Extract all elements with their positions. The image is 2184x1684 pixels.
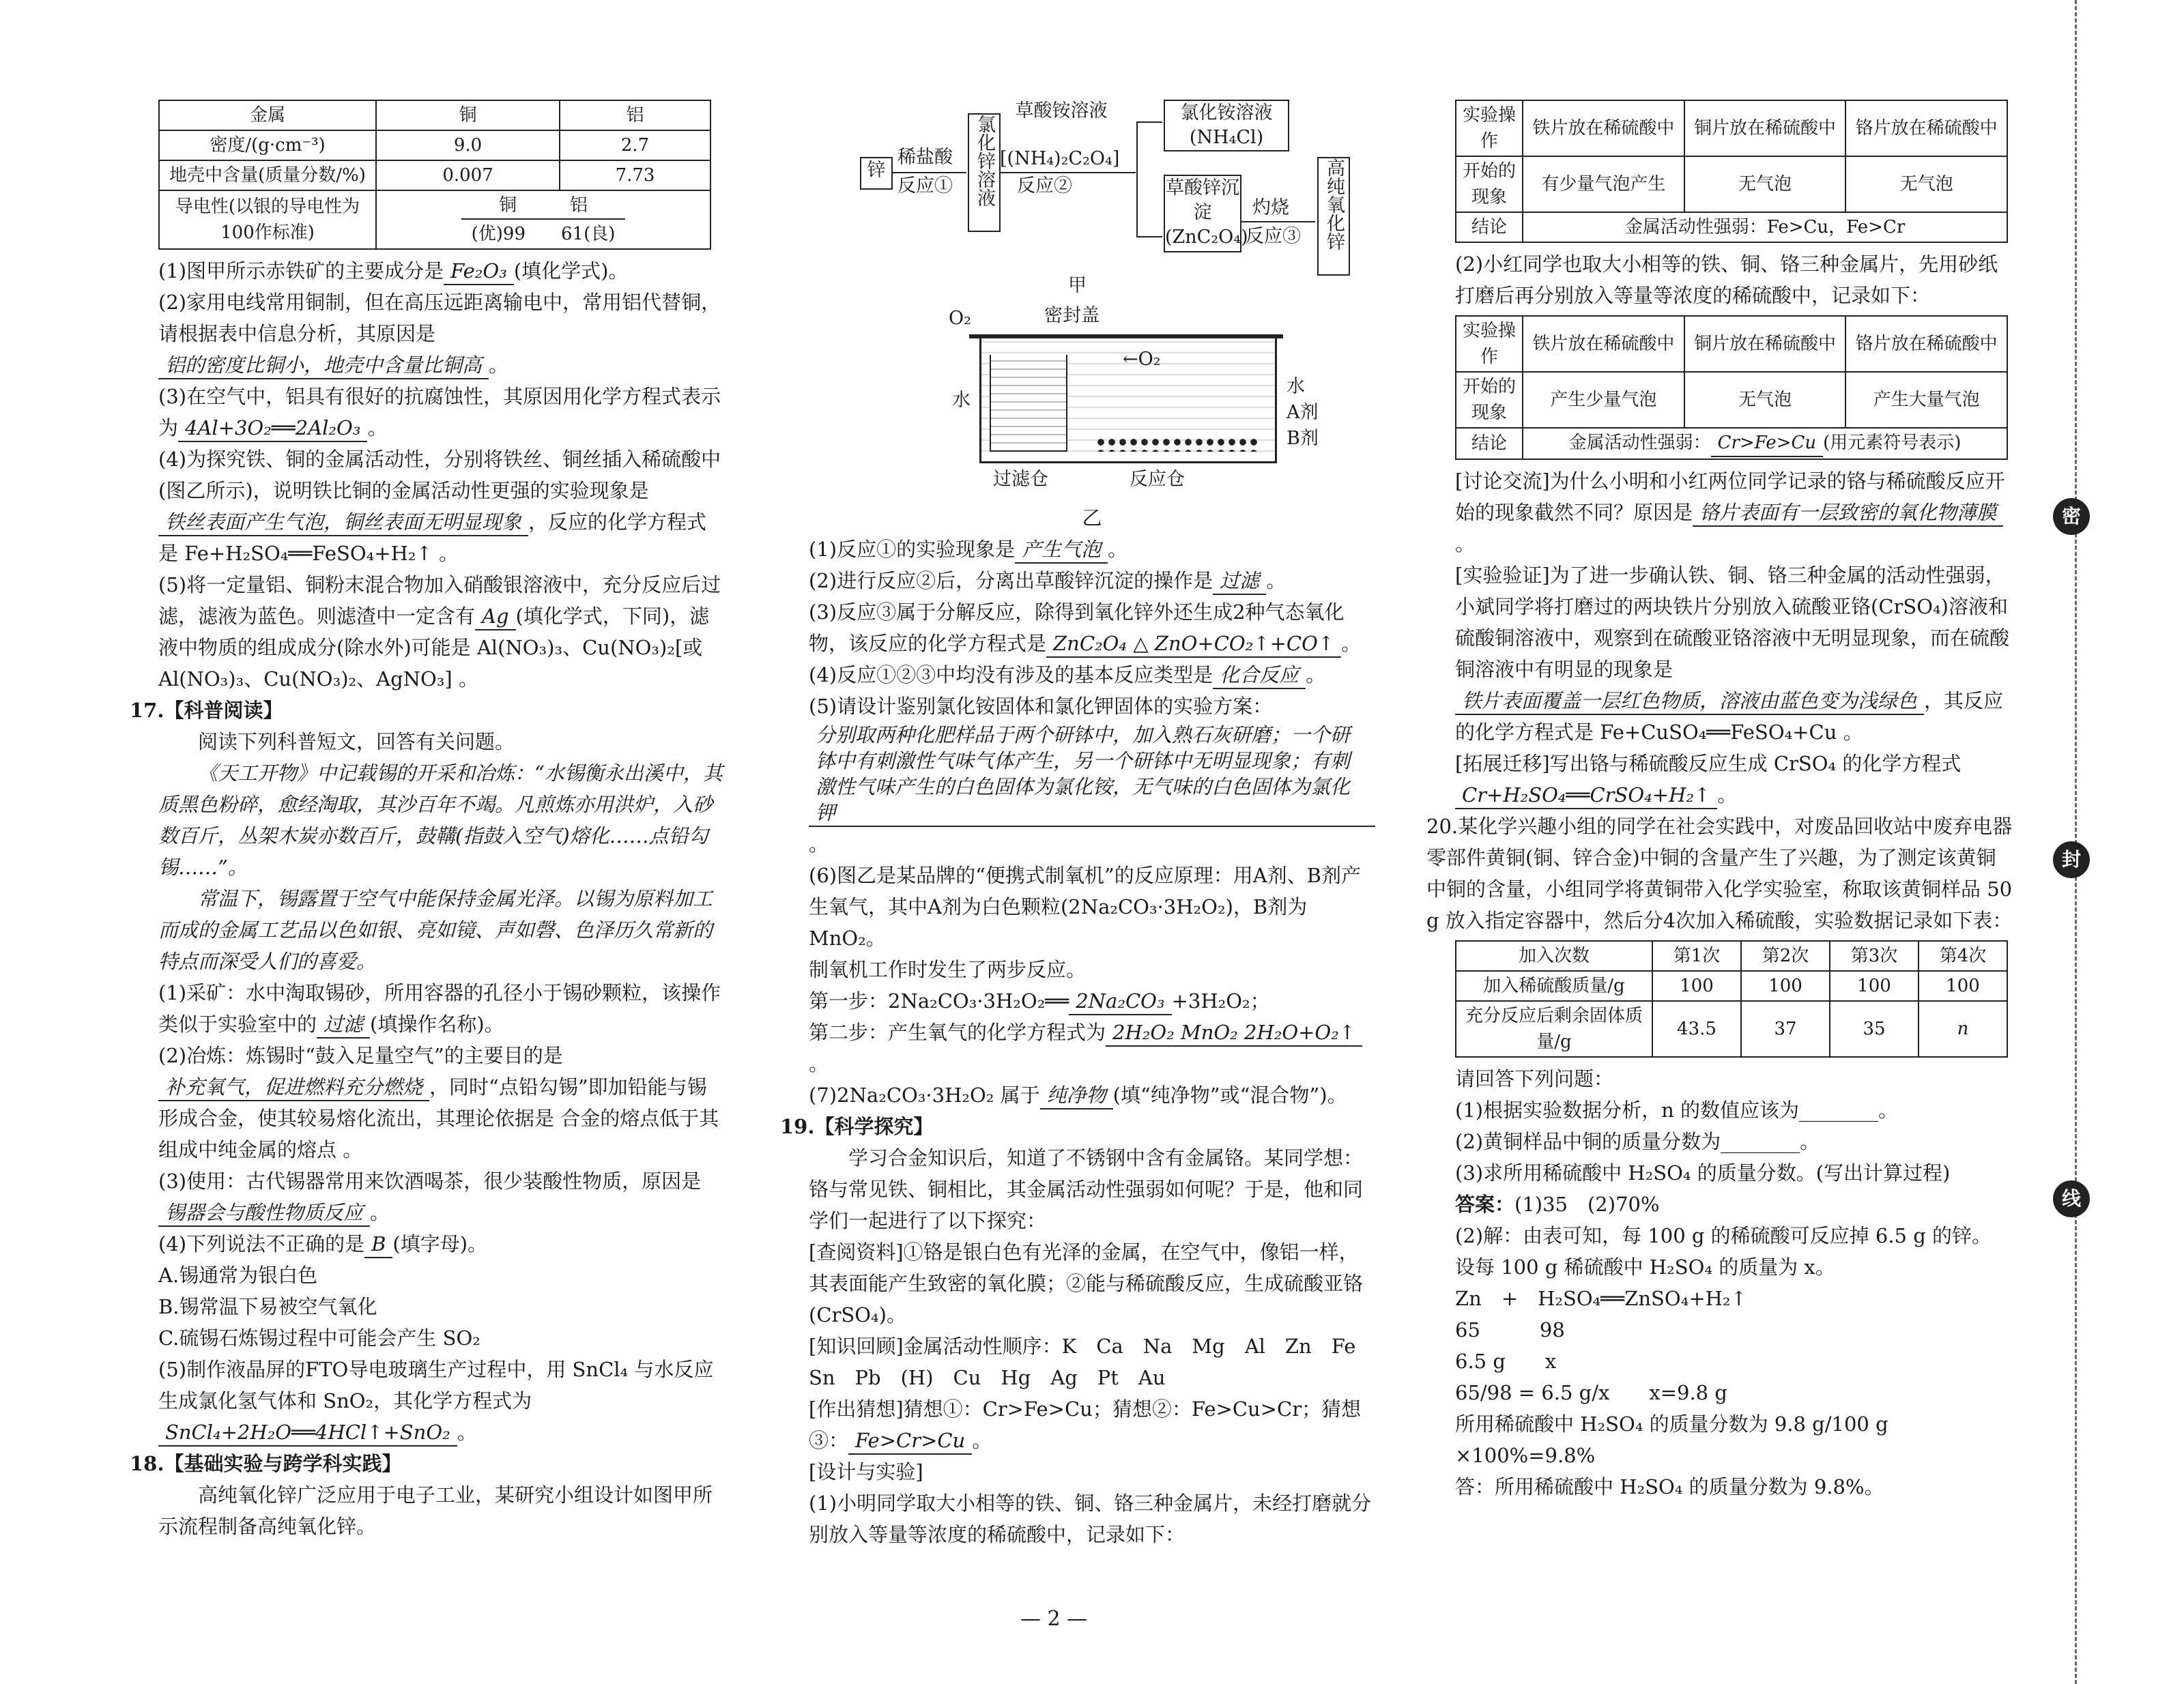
burn-label: 灼烧 bbox=[1252, 197, 1289, 218]
oxalate-formula: [(NH₄)₂C₂O₄] bbox=[1000, 148, 1120, 169]
q17-passage-2: 常温下，锡露置于空气中能保持金属光泽。以锡为原料加工而成的金属工艺品以色如银、亮如镜、声如磬、色泽历久常新的特点而深受人们的喜爱。 bbox=[158, 887, 713, 973]
table-cell: 导电性(以银的导电性为100作标准) bbox=[159, 190, 376, 249]
table-cell: 100 bbox=[1919, 971, 2007, 1001]
extend: [拓展迁移]写出铬与稀硫酸反应生成 CrSO₄ 的化学方程式Cr+H₂SO₄══CrSO₄+H₂↑ 。 bbox=[1455, 748, 2015, 811]
table-cell: 100 bbox=[1741, 971, 1830, 1001]
q17-option-a: A.锡通常为银白色 bbox=[158, 1264, 318, 1287]
q19-review: [知识回顾]金属活动性顺序：K Ca Na Mg Al Zn Fe Sn Pb (H) Cu Hg Ag Pt Au bbox=[809, 1335, 1376, 1389]
seal-mi: 密 bbox=[2053, 498, 2090, 535]
q18-2: (2)进行反应②后，分离出草酸锌沉淀的操作是 过滤 。 bbox=[809, 565, 1375, 596]
table-cell: 37 bbox=[1741, 1001, 1830, 1057]
q20-1: (1)根据实验数据分析，n 的数值应该为________。 bbox=[1455, 1099, 1898, 1122]
znc2o4-box bbox=[1164, 175, 1248, 252]
apparatus-caption: 乙 bbox=[1082, 506, 1102, 529]
answer-12: (1)35 (2)70% bbox=[1514, 1193, 1660, 1216]
conductivity-cell bbox=[376, 190, 710, 249]
q18-heading: 18.【基础实验与跨学科实践】 bbox=[130, 1452, 402, 1475]
table-cell: 开始的现象 bbox=[1456, 372, 1523, 428]
q18-6b: 制氧机工作时发生了两步反应。 bbox=[809, 958, 1087, 981]
table-cell: 2.7 bbox=[560, 130, 710, 160]
water-left-label: 水 bbox=[952, 390, 971, 411]
table-header: 铜 bbox=[376, 100, 560, 130]
q17-passage-1: 《天工开物》中记载锡的开采和冶炼：“水锡衡永出溪中，其质黑色粉碎，愈经淘取，其沙百年不竭。凡煎炼亦用洪炉，入砂数百斤，丛架木炭亦数百斤，鼓鞲(指鼓入空气)熔化……点铅勾锡……”。 bbox=[158, 761, 723, 879]
q16-5: (5)将一定量铝、铜粉末混合物加入硝酸银溶液中，充分反应后过滤，滤液为蓝色。则滤渣中一定含有 Ag (填化学式，下同)，滤液中物质的组成成分(除水外)可能是 Al(NO₃)₃、Cu(NO₃)₂[或 Al(NO₃)₃、Cu(NO₃)₂、AgNO₃] 。 bbox=[158, 573, 721, 691]
znc2o4-text: 草酸锌沉淀 bbox=[1166, 177, 1239, 223]
solution-line: 设每 100 g 稀硫酸中 H₂SO₄ 的质量为 x。 bbox=[1455, 1255, 1835, 1279]
table-cell: 结论 bbox=[1456, 428, 1523, 459]
agent-a-label: A剂 bbox=[1287, 402, 1319, 423]
react2-label: 反应② bbox=[1017, 175, 1072, 197]
table-cell: 充分反应后剩余固体质量/g bbox=[1456, 1001, 1652, 1057]
answer-label: 答案： bbox=[1455, 1193, 1515, 1216]
o2-arrow-label: ←O₂ bbox=[1123, 349, 1161, 370]
table-cell: 7.73 bbox=[560, 160, 710, 190]
verify: [实验验证]为了进一步确认铁、铜、铬三种金属的活动性强弱，小斌同学将打磨过的两块铁片分别放入硫酸亚铬(CrSO₄)溶液和硫酸铜溶液中，观察到在硫酸亚铬溶液中无明显现象，而在硫酸铜溶液中有明显的现象是铁片表面覆盖一层红色物质，溶液由蓝色变为浅绿色 ，其反应的化学方程式是 Fe+CuSO₄══FeSO₄+Cu 。 bbox=[1455, 564, 2010, 744]
q18-4: (4)反应①②③中均没有涉及的基本反应类型是 化合反应 。 bbox=[809, 659, 1375, 691]
table-cell: 加入稀硫酸质量/g bbox=[1456, 971, 1652, 1001]
q19-heading: 19.【科学探究】 bbox=[780, 1115, 934, 1138]
q19-info: [查阅资料]①铬是银白色有光泽的金属，在空气中，像铝一样，其表面能产生致密的氧化膜；②能与稀硫酸反应，生成硫酸亚铬(CrSO₄)。 bbox=[809, 1240, 1364, 1326]
table-cell: 铬片放在稀硫酸中 bbox=[1845, 316, 2007, 372]
zno-box bbox=[1317, 157, 1350, 276]
table-cell: 无气泡 bbox=[1845, 156, 2007, 212]
q16-2: (2)家用电线常用铜制，但在高压远距离输电中，常用铝代替铜，请根据表中信息分析，其原因是铝的密度比铜小，地壳中含量比铜高 。 bbox=[158, 287, 725, 381]
solution-line: 6.5 g x bbox=[1455, 1350, 1557, 1373]
q16-3: (3)在空气中，铝具有很好的抗腐蚀性，其原因用化学方程式表示为 4Al+3O₂══2Al₂O₃ 。 bbox=[158, 381, 725, 444]
table-cell: 铬片放在稀硫酸中 bbox=[1845, 100, 2007, 156]
branch-bottom bbox=[1136, 236, 1162, 237]
table-cell: 铜片放在稀硫酸中 bbox=[1684, 316, 1846, 372]
q17-1: (1)采矿：水中淘取锡砂，所用容器的孔径小于锡砂颗粒，该操作类似于实验室中的 过滤 (填操作名称)。 bbox=[158, 977, 725, 1040]
table-header: 第1次 bbox=[1652, 941, 1741, 971]
table-cell: 地壳中含量(质量分数/%) bbox=[159, 160, 376, 190]
column-middle bbox=[780, 96, 1376, 1550]
q17-3: (3)使用：古代锡器常用来饮酒喝茶，很少装酸性物质，原因是锡器会与酸性物质反应 。 bbox=[158, 1165, 725, 1228]
q17-option-b: B.锡常温下易被空气氧化 bbox=[158, 1295, 377, 1318]
table-cell: 9.0 bbox=[376, 130, 560, 160]
zncl2-box bbox=[968, 113, 1001, 232]
table-cell: 43.5 bbox=[1652, 1001, 1741, 1057]
table-cell: 开始的现象 bbox=[1456, 156, 1523, 212]
q17-heading: 17.【科普阅读】 bbox=[130, 699, 283, 722]
table-header: 第2次 bbox=[1741, 941, 1830, 971]
react1-label: 反应① bbox=[897, 175, 953, 197]
nh4cl-text: 氯化铵溶液 bbox=[1180, 102, 1273, 124]
nh4cl-box bbox=[1164, 100, 1289, 151]
table-cell: 铜片放在稀硫酸中 bbox=[1684, 100, 1846, 156]
seal-feng: 封 bbox=[2053, 841, 2090, 878]
table-cell: 有少量气泡产生 bbox=[1523, 156, 1684, 212]
arrow-3 bbox=[1240, 221, 1315, 222]
table-cell: 无气泡 bbox=[1684, 156, 1846, 212]
table-cell: 产生大量气泡 bbox=[1845, 372, 2007, 428]
arrow-1 bbox=[891, 172, 966, 173]
q18-intro: 高纯氧化锌广泛应用于电子工业，某研究小组设计如图甲所示流程制备高纯氧化锌。 bbox=[158, 1483, 713, 1538]
table-cell: 金属活动性强弱：Fe>Cu，Fe>Cr bbox=[1523, 212, 2007, 242]
q20-2: (2)黄铜样品中铜的质量分数为________。 bbox=[1455, 1130, 1820, 1153]
table-cell: n bbox=[1919, 1001, 2007, 1057]
zncl2-text: 氯化锌溶液 bbox=[974, 115, 995, 207]
q18-5: (5)请设计鉴别氯化铵固体和氯化钾固体的实验方案：分别取两种化肥样品于两个研钵中，加入熟石灰研磨；一个研钵中有刺激性气味气体产生，另一个研钵中无明显现象；有刺激性气味产生的白色固体为氯化铵，无气味的白色固体为氯化钾。 bbox=[809, 691, 1375, 860]
table-cell: 无气泡 bbox=[1684, 372, 1846, 428]
solution-line: (2)解：由表可知，每 100 g 的稀硫酸可反应掉 6.5 g 的锌。 bbox=[1455, 1224, 1992, 1247]
table-cell: 实验操作 bbox=[1456, 316, 1523, 372]
acid-label: 稀盐酸 bbox=[897, 147, 953, 168]
table-cell: 铁片放在稀硫酸中 bbox=[1523, 100, 1684, 156]
agent-b-granules bbox=[1095, 437, 1259, 452]
q20-3: (3)求所用稀硫酸中 H₂SO₄ 的质量分数。(写出计算过程) bbox=[1455, 1161, 1951, 1185]
q17-option-c: C.硫锡石炼锡过程中可能会产生 SO₂ bbox=[158, 1326, 480, 1350]
q18-3: (3)反应③属于分解反应，除得到氧化锌外还生成2种气态氧化物，该反应的化学方程式是 ZnC₂O₄ △ ZnO+CO₂↑+CO↑ 。 bbox=[809, 596, 1375, 659]
column-left bbox=[130, 96, 725, 1542]
solution-line: 所用稀硫酸中 H₂SO₄ 的质量分数为 9.8 g/100 g ×100%=9.8% bbox=[1455, 1412, 1888, 1467]
q19-design: [设计与实验] bbox=[809, 1460, 923, 1483]
page-number: — 2 — bbox=[1020, 1607, 1088, 1631]
q18-6: (6)图乙是某品牌的“便携式制氧机”的反应原理：用A剂、B剂产生氧气，其中A剂为白色颗粒(2Na₂CO₃·3H₂O₂)，B剂为 MnO₂。 bbox=[809, 864, 1361, 950]
q16-1: (1)图甲所示赤铁矿的主要成分是 Fe₂O₃ (填化学式)。 bbox=[158, 255, 725, 287]
discuss: [讨论交流]为什么小明和小红两位同学记录的铬与稀硫酸反应开始的现象截然不同？原因是 铬片表面有一层致密的氧化物薄膜。 bbox=[1455, 469, 2005, 555]
q19-2: (2)小红同学也取大小相等的铁、铜、铬三种金属片，先用砂纸打磨后再分别放入等量等浓度的稀硫酸中，记录如下： bbox=[1455, 252, 1998, 307]
brass-data-table bbox=[1455, 940, 2008, 1058]
q20-ask: 请回答下列问题： bbox=[1455, 1067, 1614, 1090]
branch-top bbox=[1136, 121, 1162, 123]
branch-vertical bbox=[1136, 121, 1138, 237]
table-header: 金属 bbox=[159, 100, 376, 130]
q19-1: (1)小明同学取大小相等的铁、铜、铬三种金属片，未经打磨就分别放入等量等浓度的稀硫酸中，记录如下： bbox=[809, 1492, 1372, 1546]
q19-guess: [作出猜想]猜想①：Cr>Fe>Cu；猜想②：Fe>Cu>Cr；猜想③： Fe>Cr>Cu 。 bbox=[809, 1393, 1375, 1456]
table-header: 加入次数 bbox=[1456, 941, 1652, 971]
q18-7: (7)2Na₂CO₃·3H₂O₂ 属于 纯净物 (填“纯净物”或“混合物”)。 bbox=[809, 1079, 1375, 1111]
table-cell: 35 bbox=[1830, 1001, 1919, 1057]
solution-line: Zn + H₂SO₄══ZnSO₄+H₂↑ bbox=[1455, 1287, 1747, 1310]
filter-chamber bbox=[990, 355, 1067, 452]
nh4cl-formula: (NH₄Cl) bbox=[1189, 127, 1264, 148]
q18-step2: 第二步：产生氧气的化学方程式为 2H₂O₂ MnO₂ 2H₂O+O₂↑。 bbox=[809, 1017, 1375, 1079]
q17-intro: 阅读下列科普短文，回答有关问题。 bbox=[198, 730, 515, 753]
table-cell: 金属活动性强弱： Cr>Fe>Cu (用元素符号表示) bbox=[1523, 428, 2007, 459]
q18-1: (1)反应①的实验现象是 产生气泡 。 bbox=[809, 534, 1375, 565]
agent-b-label: B剂 bbox=[1287, 428, 1319, 449]
column-right bbox=[1426, 96, 2015, 1502]
q17-4: (4)下列说法不正确的是 B (填字母)。 bbox=[158, 1228, 725, 1260]
q17-5: (5)制作液晶屏的FTO导电玻璃生产过程中，用 SnCl₄ 与水反应生成氯化氢气体和 SnO₂，其化学方程式为SnCl₄+2H₂O══4HCl↑+SnO₂ 。 bbox=[158, 1354, 725, 1448]
zno-text: 高纯氧化锌 bbox=[1323, 158, 1345, 250]
arrow-2 bbox=[999, 172, 1136, 173]
reaction-label: 反应仓 bbox=[1130, 469, 1185, 490]
o2-outlet-label: O₂ bbox=[949, 308, 971, 329]
q16-4: (4)为探究铁、铜的金属活动性，分别将铁丝、铜丝插入稀硫酸中(图乙所示)，说明铁比铜的金属活动性更强的实验现象是铁丝表面产生气泡，铜丝表面无明显现象 ，反应的化学方程式是 Fe+H₂SO₄══FeSO₄+H₂↑ 。 bbox=[158, 448, 721, 565]
water-right-label: 水 bbox=[1287, 376, 1305, 397]
xiaohong-table bbox=[1455, 315, 2008, 460]
metal-property-table bbox=[158, 100, 711, 250]
table-cell: 产生少量气泡 bbox=[1523, 372, 1684, 428]
table-cell: 0.007 bbox=[376, 160, 560, 190]
oxalate-label: 草酸铵溶液 bbox=[1015, 100, 1108, 121]
flow-and-apparatus-diagram bbox=[809, 96, 1375, 505]
react3-label: 反应③ bbox=[1246, 226, 1301, 247]
table-header: 第3次 bbox=[1830, 941, 1919, 971]
table-cell: 密度/(g·cm⁻³) bbox=[159, 130, 376, 160]
q19-intro: 学习合金知识后，知道了不锈钢中含有金属铬。某同学想：铬与常见铁、铜相比，其金属活动性强弱如何呢？于是，他和同学们一起进行了以下探究： bbox=[809, 1146, 1364, 1232]
q18-step1: 第一步：2Na₂CO₃·3H₂O₂══ 2Na₂CO₃ +3H₂O₂； bbox=[809, 985, 1375, 1017]
table-cell: 100 bbox=[1830, 971, 1919, 1001]
table-header: 铝 bbox=[560, 100, 710, 130]
filter-label: 过滤仓 bbox=[993, 469, 1048, 490]
table-header: 第4次 bbox=[1919, 941, 2007, 971]
lid-label: 密封盖 bbox=[1044, 305, 1100, 326]
solution-line: 65/98 = 6.5 g/x x=9.8 g bbox=[1455, 1381, 1727, 1404]
conductivity-values: (优)99 61(良) bbox=[471, 224, 616, 244]
znc2o4-formula: (ZnC₂O₄) bbox=[1165, 227, 1248, 248]
solution-line: 65 98 bbox=[1455, 1318, 1565, 1341]
conductivity-metals: 铜 铝 bbox=[498, 195, 588, 216]
zinc-box: 锌 bbox=[860, 157, 893, 190]
q17-2: (2)冶炼：炼锡时“鼓入足量空气”的主要目的是补充氧气，促进燃料充分燃烧 ，同时“点铅勾锡”即加铅能与锡形成合金，使其较易熔化流出，其理论依据是 合金的熔点低于其组成中纯金属的熔点 。 bbox=[158, 1044, 719, 1161]
xiaoming-table bbox=[1455, 100, 2008, 243]
table-cell: 铁片放在稀硫酸中 bbox=[1523, 316, 1684, 372]
table-cell: 实验操作 bbox=[1456, 100, 1523, 156]
table-cell: 结论 bbox=[1456, 212, 1523, 242]
table-cell: 100 bbox=[1652, 971, 1741, 1001]
answer bbox=[1455, 1189, 2015, 1220]
q20-text: 20.某化学兴趣小组的同学在社会实践中，对废品回收站中废弃电器零部件黄铜(铜、锌合金)中铜的含量产生了兴趣，为了测定该黄铜中铜的含量，小组同学将黄铜带入化学实验室，称取该黄铜样品 50 g 放入指定容器中，然后分4次加入稀硫酸，实验数据记录如下表： bbox=[1426, 815, 2013, 932]
seal-xian: 线 bbox=[2053, 1180, 2090, 1217]
flow-caption: 甲 bbox=[1068, 275, 1087, 296]
solution-line: 答：所用稀硫酸中 H₂SO₄ 的质量分数为 9.8%。 bbox=[1455, 1475, 1884, 1498]
